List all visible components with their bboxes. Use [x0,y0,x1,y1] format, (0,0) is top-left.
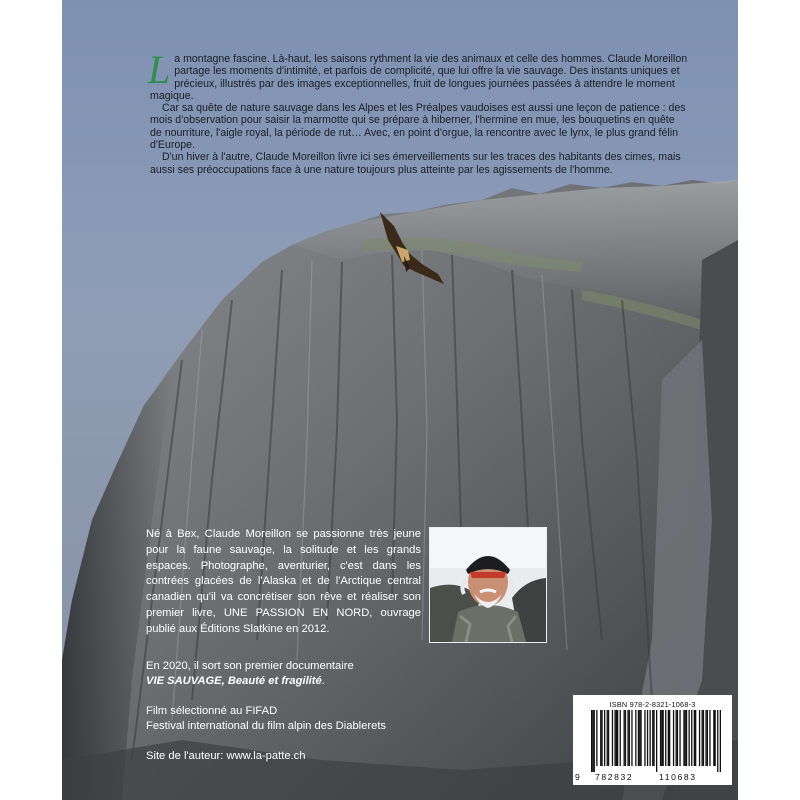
author-portrait [429,527,547,643]
isbn-label: ISBN 978-2-8321-1068-3 [609,700,696,709]
documentary-title-line [146,674,476,689]
barcode [585,710,723,774]
intro-paragraph-1 [148,47,688,102]
festival-line-1: Film sélectionné au FIFAD [146,705,278,717]
back-cover [62,0,738,800]
author-bio [146,527,421,638]
festival-line-2: Festival international du film alpin des Diablerets [146,719,387,732]
intro-paragraph-3: D'un hiver à l'autre, Claude Moreillon livre ici ses émerveillements sur les traces des habitants des cimes, mais aussi ses préoccupations face à une nature toujours plus atteinte par les agissements de l'homme. [150,151,681,176]
barcode-panel [573,695,732,785]
ean-first-digit: 9 [575,772,580,782]
intro-text [148,47,688,176]
author-bio-text: Né à Bex, Claude Moreillon se passionne très jeune pour la faune sauvage, la solitude et les grands espaces. Photographe, aventurier, c'est dans les contrées glacées de l'Alaska et de l'Arctique central canadien qu'il va concrétiser son rêve et réaliser son premier livre, UNE PASSION EN NORD, ouvrage publié aux Éditions Slatkine en 2012. [146,528,421,635]
author-website: Site de l'auteur: www.la-patte.ch [146,750,306,762]
dropcap-letter: L [148,47,171,92]
intro-paragraph-1-text: a montagne fascine. Là-haut, les saisons rythment la vie des animaux et celle des hommes. Claude Moreillon partage les moments d'intimité, et parfois de complicité, que lui offre la vie sauvage. Des instants uniques et précieux, illustrés par des images exceptionnelles, fruit de longues journées passées à attendre le moment magique. [150,53,688,102]
ean-right-group: 110683 [659,772,697,782]
documentary-title: VIE SAUVAGE, Beauté et fragilité [146,674,322,687]
documentary-title-period: . [321,674,325,687]
festival-info [146,704,476,733]
documentary-line: En 2020, il sort son premier documentaire [146,660,354,672]
intro-paragraph-2: Car sa quête de nature sauvage dans les Alpes et les Préalpes vaudoises est aussi une leçon de patience : des mois d'observation pour saisir la marmotte qui se prépare à hiberner, l'hermine en mue, les bouquetins en quête de nourriture, l'aigle royal, la période de rut… Avec, en point d'orgue, la rencontre avec le lynx, le plus grand félin d'Europe. [150,102,686,152]
ean-left-group: 782832 [595,772,634,782]
documentary-info [146,659,476,688]
